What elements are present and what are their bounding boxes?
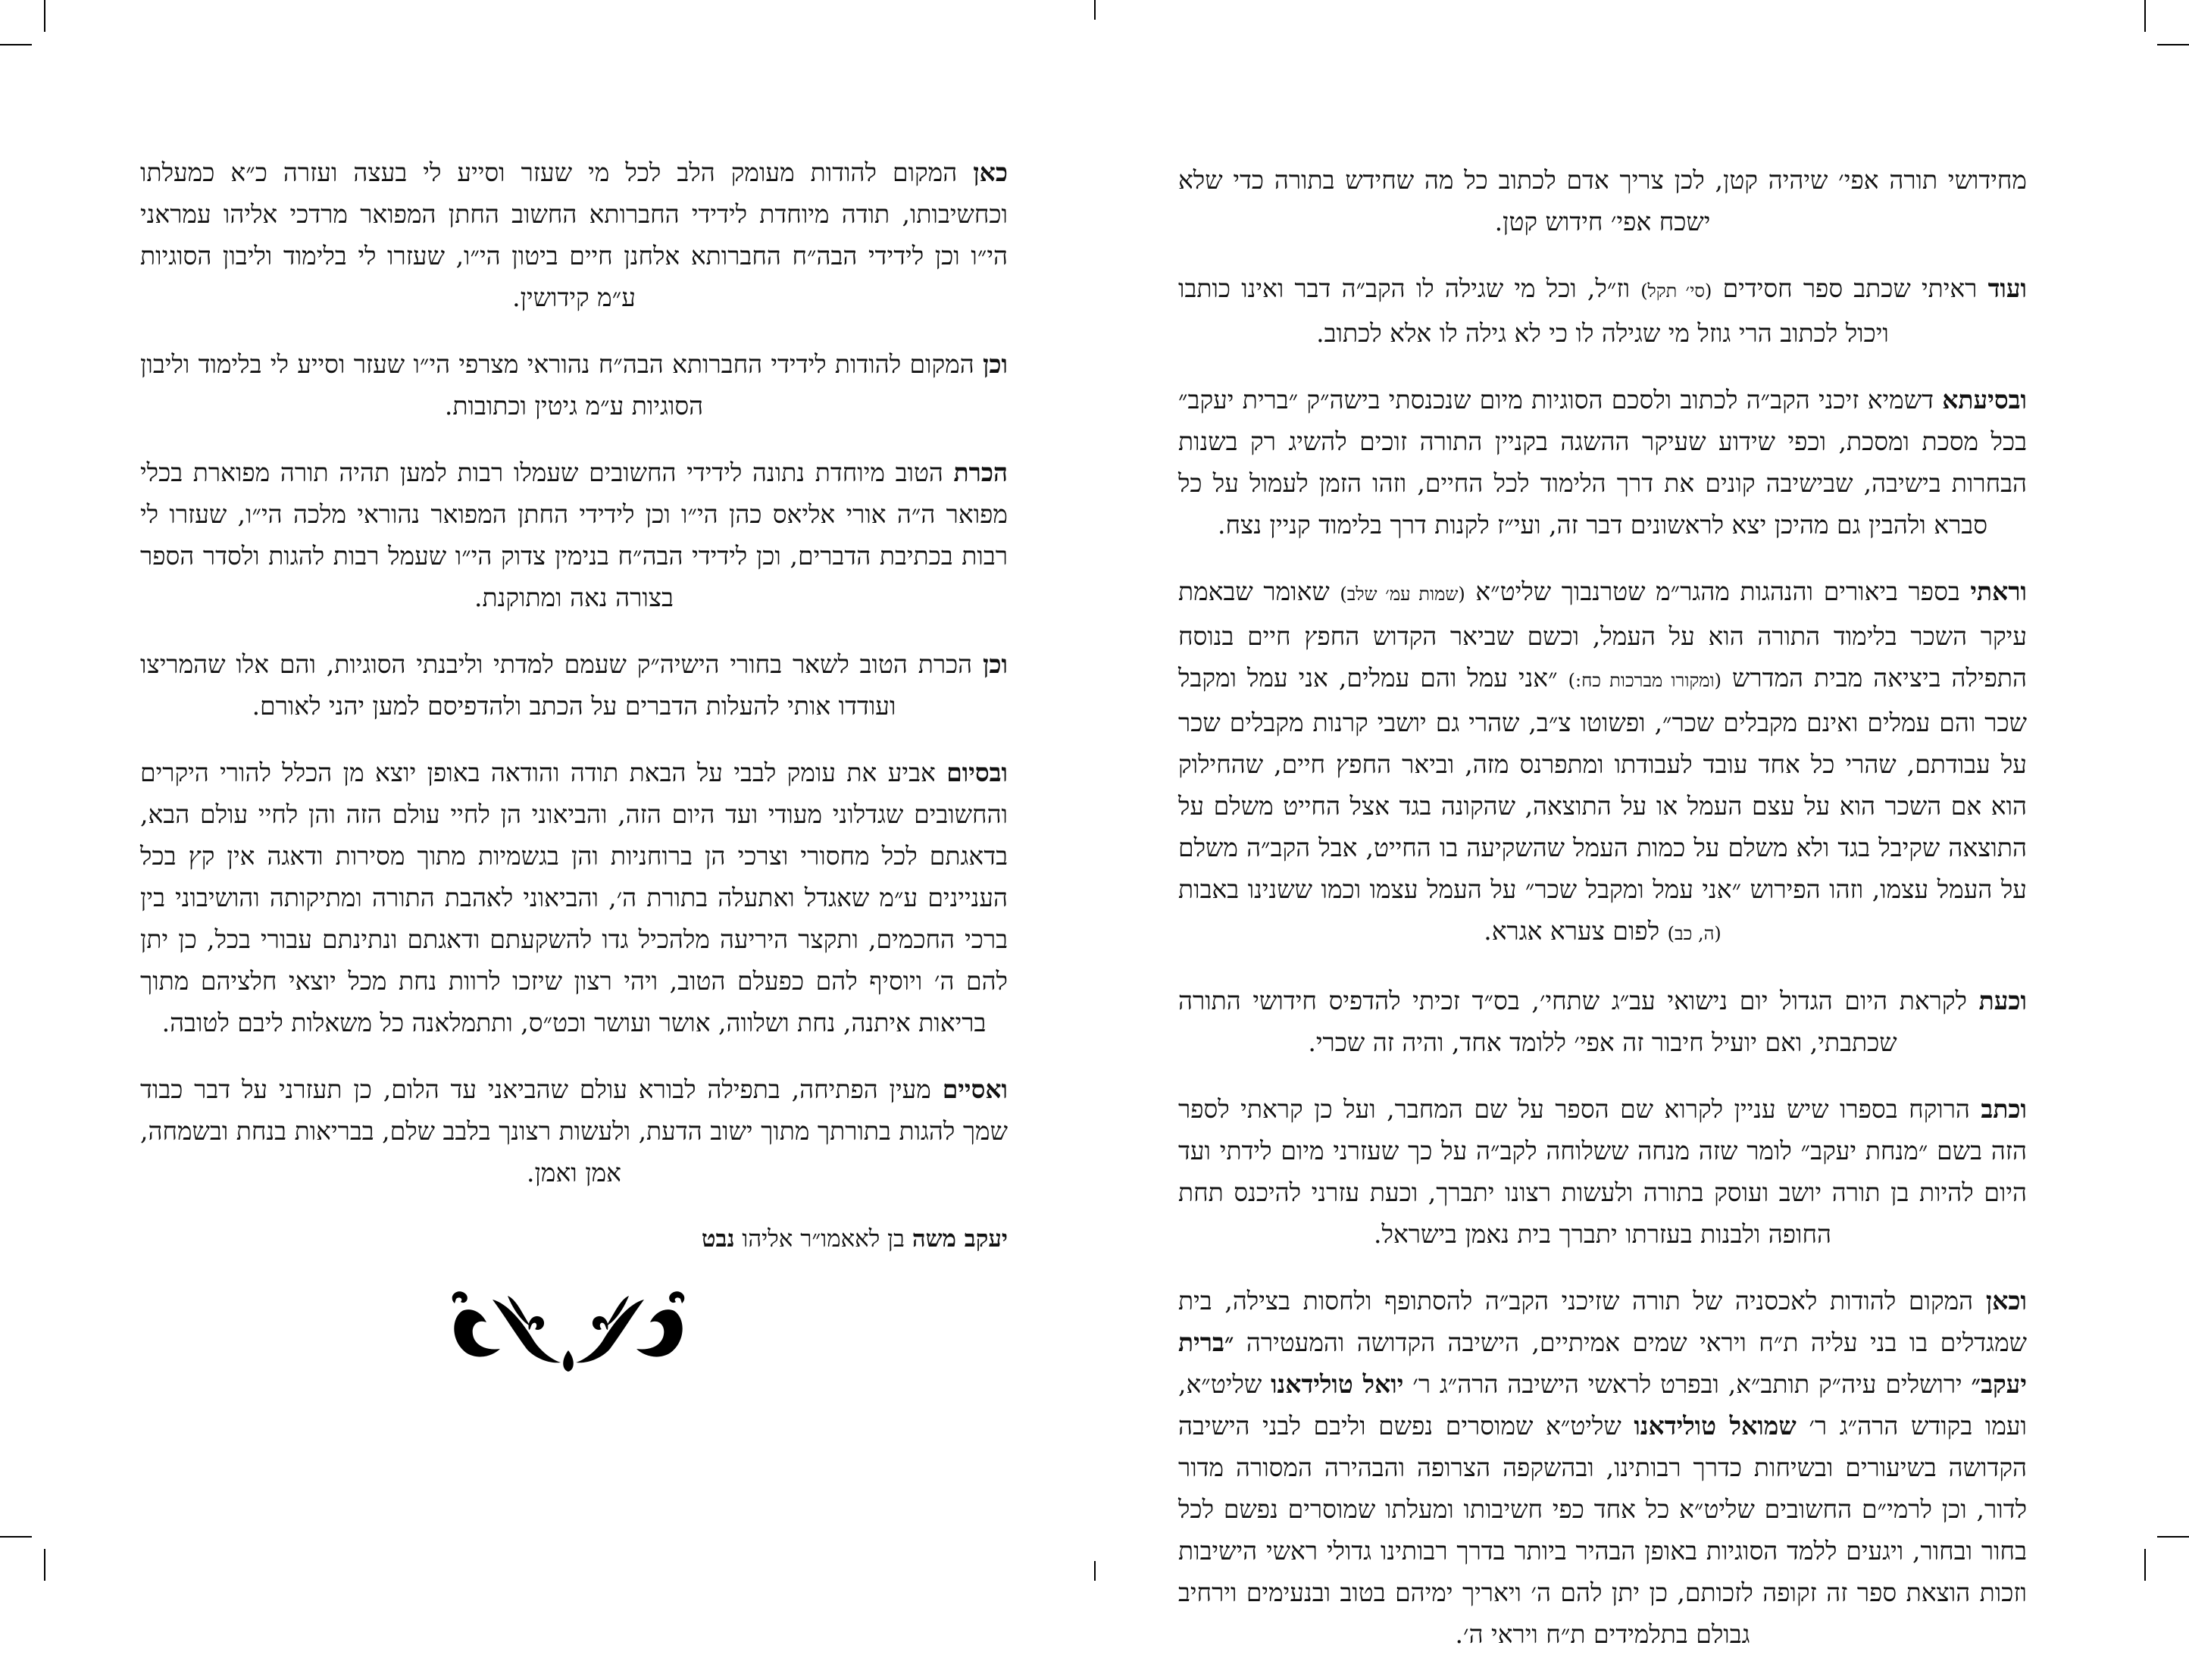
preface-paragraph [1178,267,2027,354]
paragraph-lead-word: וכן [983,349,1008,379]
acknowledgment-paragraph [140,643,1008,727]
preface-paragraph [1178,980,2027,1063]
paragraph-lead-word: ועוד [1987,274,2027,303]
paragraph-body-start: המקום להודות לאכסניה של תורה שזיכני הקב״ה להסתופף ולחסות בצילה, בית שמגדלים בו בני עליה ת״ח ויראי שמים אמיתיים, הישיבה הקדושה והמעטירה [1178,1286,2027,1357]
source-reference: (ומקורו מברכות כח:) [1568,670,1722,691]
acknowledgment-paragraph [140,452,1008,618]
right-page [1094,0,2189,1649]
acknowledgment-paragraph [140,152,1008,318]
paragraph-lead-word: ובסיעתא [1942,385,2027,415]
paragraph-lead-word: ואסיים [942,1075,1008,1104]
signature-middle: בן לאאמו״ר אליהו [734,1225,912,1253]
preface-paragraph [1178,571,2027,955]
preface-paragraph [1178,379,2027,546]
rosh-yeshiva-name: שמואל טולידאנו [1634,1411,1797,1441]
left-page-text-column [140,152,1008,1284]
preface-paragraph [1178,1280,2027,1655]
paragraph-body: המקום להודות מעומק הלב לכל מי שעזר וסייע לי בעצה ועזרה כ״א כמעלתו וכחשיבותו, תודה מיוחדת לידידי החברותא החשוב החתן המפואר מרדכי אליהו עמראני הי״ו וכן לידידי הבה״ח החברותא אלחנן חיים ביטון הי״ו, שעזרו לי בלימוד וליבון הסוגיות ע״מ קידושין. [140,158,1008,312]
flourish-ornament-icon [447,1288,690,1372]
acknowledgment-paragraph [140,343,1008,427]
paragraph-body: המקום להודות לידידי החברותא הבה״ח נהוראי מצרפי הי״ו שעזר וסייע לי בלימוד וליבון הסוגיות ע״מ גיטין וכתובות. [140,349,983,421]
source-reference: (סי׳ תקל) [1640,280,1712,302]
paragraph-lead-word: וכן [983,649,1008,679]
preface-paragraph [1178,1088,2027,1255]
paragraph-body: אביע את עומק לבבי על הבאת תודה והודאה באופן יוצא מן הכלל להורי היקרים והחשובים שגדלוני מעודי ועד היום הזה, והביאוני הן לחיי עולם הזה והן לחיי עולם הבא, בדאגתם לכל מחסורי וצרכי הן ברוחניות והן בגשמיות מתוך מסירות ודאגה אין קץ בכל העניינים ע״מ שאגדל ואתעלה בתורת ה׳, והביאוני לאהבת התורה ומתיקותה והושיבוני בין ברכי החכמים, ותקצר היריעה מלהכיל גדו להשקעתם ודאגתם ונתינתם עבורי בכל, כן יתן להם ה׳ ויוסיף להם כפעלם הטוב, ויהי רצון שיזכו לרוות נחת מכל יוצאי חלציהם מתוך בריאות איתנה, נחת ושלווה, אושר ועושר וכט״ס, ותתמלאנה כל משאלות ליבם לטובה. [140,758,1008,1037]
paragraph-body: מעין הפתיחה, בתפילה לבורא עולם שהביאני עד הלום, כן תעזרני על דבר כבוד שמך להגות בתורתך מתוך ישוב הדעת, ולעשות רצונך בלבב שלם, בבריאות בנחת ובשמחה, אמן ואמן. [140,1075,1008,1187]
source-reference: (ה, כב) [1667,923,1721,944]
paragraph-body: הכרת הטוב לשאר בחורי הישיה״ק שעמם למדתי וליבנתי הסוגיות, והם אלו שהמריצו ועודדו אותי להעלות הדברים על הכתב ולהדפיסם למען יהני לאורם. [140,649,983,721]
paragraph-body: ״אני עמל והם עמלים, אני עמל ומקבל שכר והם עמלים ואינם מקבלים שכר״, ופשוטו צ״ב, שהרי גם יושבי קרנות מקבלים שכר על עבודתם, שהרי כל אחד עובד לעבודתו ומתפרנס מזה, וביאר החפץ חיים, שהחילוק הוא אם השכר הוא על עצם העמל או על התוצאה, שהקונה בגד אצל החייט משלם על התוצאה שקיבל בגד ולא משלם על כמות העמל שהשקיעה בו החייט, אבל הקב״ה משלם על העמל עצמו, וזהו הפירוש ״אני עמל ומקבל שכר״ על העמל עצמו וכמו ששנינו באבות [1178,663,2027,904]
paragraph-body: לקראת היום הגדול יום נישואי עב״ג שתחי׳, בס״ד זכיתי להדפיס חידושי התורה שכתבתי, ואם יועיל חיבור זה אפי׳ ללומד אחד, והיה זה שכרי. [1178,986,1979,1057]
paragraph-body: מחידושי תורה אפי׳ שיהיה קטן, לכן צריך אדם לכתוב כל מה שחידש בתורה כדי שלא ישכח אפי׳ חידוש קטן. [1178,165,2027,236]
paragraph-lead-word: הכרת [953,458,1008,487]
author-signature [140,1219,1008,1260]
paragraph-lead-word: וכתב [1981,1094,2027,1124]
right-page-text-column [1178,159,2027,1680]
paragraph-body: שליט״א שמוסרים נפשם וליבם לבני הישיבה הקדושה בשיעורים ובשיחות כדרך רבותינו, ובהשקפה הצרופה והבהירה המסורה מדור לדור, וכן לרמי״ם החשובים שליט״א כל אחד כפי חשיבותו ומעלתו שמוסרים נפשם לכל בחור ובחור, ויגעים ללמד הסוגיות באופן הבהיר ביותר בדרך רבותינו גדולי ראשי הישיבות וזכות הוצאת ספר זה זקופה לזכותם, כן יתן להם ה׳ ויאריך ימיהם בטוב ובנעימים וירחיב גבולם בתלמידים ת״ח ויראי ה׳. [1178,1411,2027,1649]
paragraph-body: הטוב מיוחדת נתונה לידידי החשובים שעמלו רבות למען תהיה תורה מפוארת בכלי מפואר ה״ה אורי אליאס כהן הי״ו וכן לידידי החתן המפואר נהוראי מלכה הי״ו, שעזרו לי רבות בכתיבת הדברים, וכן לידידי הבה״ח בנימין צדוק הי״ו שעמל רבות להגות ולסדר הספר בצורה נאה ומתוקנת. [140,458,1008,612]
source-reference: (שמות עמ׳ שלב) [1340,583,1465,605]
paragraph-lead-word: וכעת [1978,986,2027,1015]
signature-surname: נבט [701,1225,735,1253]
preface-paragraph [1178,159,2027,242]
paragraph-lead-word: וראתי [1970,577,2027,606]
left-page [0,0,1094,1581]
paragraph-body: דשמיא זיכני הקב״ה לכתוב ולסכם הסוגיות מיום שנכנסתי בישה״ק ״ברית יעקב״ בכל מסכת ומסכת, וכפי שידוע שעיקר ההשגה בקניין התורה זוכים להשיג רק בשנות הבחרות בישיבה, שבישיבה קונים את דרך הלימוד לכל החיים, וזהו הזמן לעמול על כל סברא ולהבין גם מהיכן יצא לראשונים דבר זה, ועי״ז לקנות דרך בלימוד קניין נצח. [1178,385,2027,540]
paragraph-body-mid: ירושלים עיה״ק תותב״א, ובפרט לראשי הישיבה הרה״ג ר׳ [1403,1369,1972,1399]
paragraph-body-start: ראיתי שכתב ספר חסידים [1712,274,1988,303]
paragraph-body-mid2: שליט״א, ועמו בקודש הרה״ג ר׳ [1178,1369,2027,1441]
paragraph-body-start: בספר ביאורים והנהגות מהגר״מ שטרנבוך שליט״א [1465,577,1971,606]
yeshiva-name: ״ברית יעקב״ [1178,1328,2027,1399]
paragraph-body: הרוקח בספרו שיש עניין לקרוא שם הספר על שם המחבר, ועל כן קראתי לספר הזה בשם ״מנחת יעקב״ לומר שזה מנחה ששלוחה לקב״ה על כך שעזרני מיום לידתי ועד היום להיות בן תורה יושב ועוסק בתורה ולעשות רצונו יתברך, וכעת עזרני להיכנס תחת החופה ולבנות בעזרתו יתברך בית נאמן בישראל. [1178,1094,2027,1249]
acknowledgment-paragraph [140,752,1008,1043]
paragraph-lead-word: וכאן [1985,1286,2027,1316]
paragraph-body-mid: שאומר שבאמת עיקר השכר בלימוד התורה הוא על העמל, וכשם שביאר הקדוש החפץ חיים בנוסח התפילה ביציאה מבית המדרש [1178,577,2028,693]
paragraph-lead-word: ובסיום [946,758,1008,787]
paragraph-lead-word: כאן [973,158,1008,187]
paragraph-body-end: לפום צערא אגרא. [1484,916,1668,946]
rosh-yeshiva-name: יואל טולידאנו [1271,1369,1404,1399]
paragraph-body: וז״ל, וכל מי שגילה לו הקב״ה דבר ואינו כותבו ויכול לכתוב הרי גוזל מי שגילה לו כי לא גילה לו אלא לכתוב. [1178,274,1889,348]
acknowledgment-paragraph [140,1068,1008,1194]
signature-name: יעקב משה [912,1225,1008,1253]
